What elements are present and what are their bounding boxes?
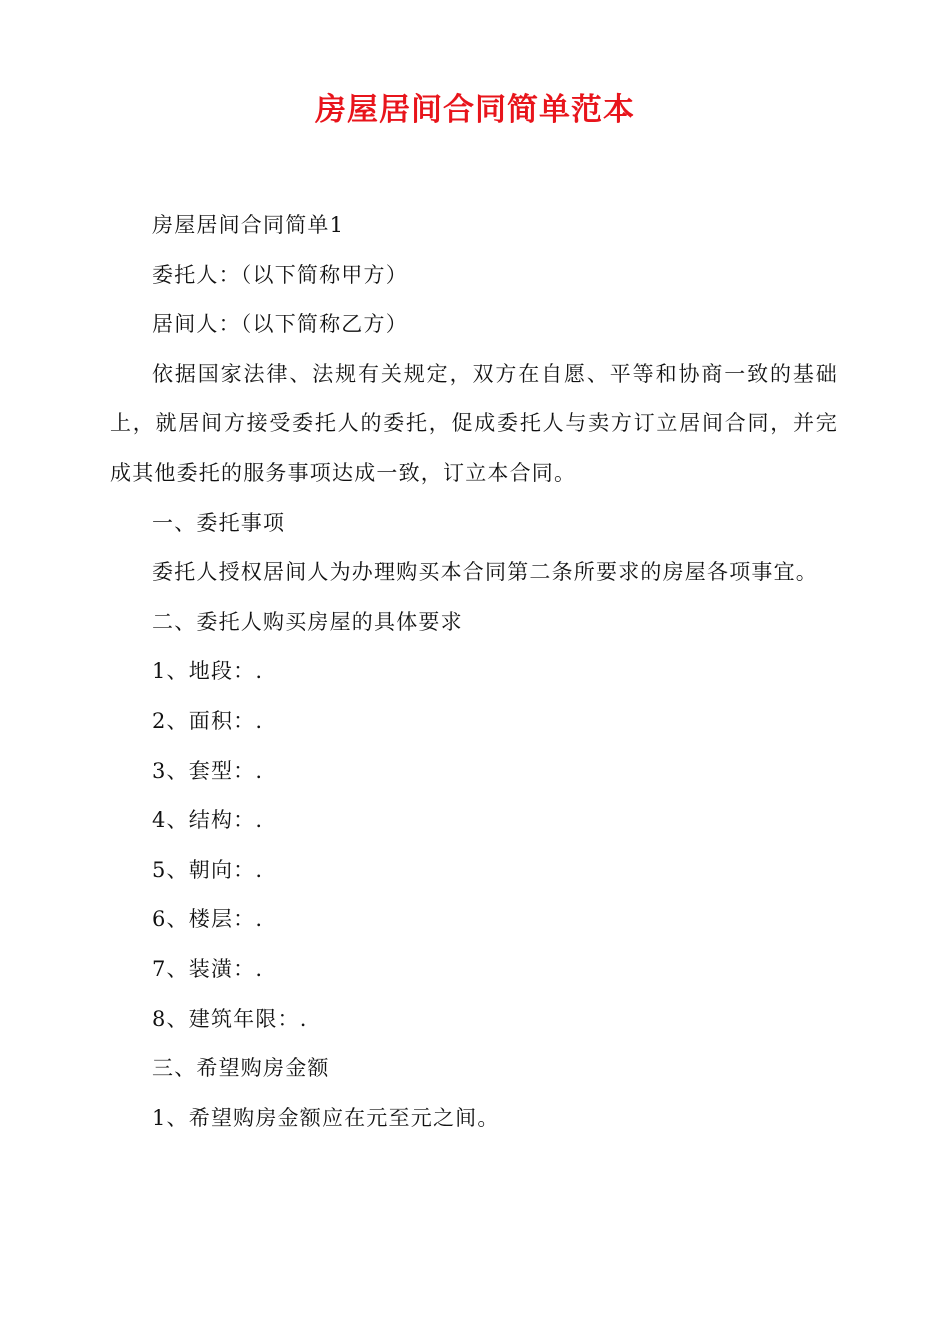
requirement-item-location: 1、地段：. [152, 659, 264, 684]
requirement-item-area: 2、面积：. [152, 708, 264, 733]
section-heading-purchase-amount: 三、希望购房金额 [152, 1056, 330, 1081]
document-title: 房屋居间合同简单范本 [315, 92, 635, 128]
principal-party-line: 委托人：（以下简称甲方） [152, 262, 408, 287]
intermediary-party-line: 居间人：（以下简称乙方） [152, 312, 408, 337]
requirement-item-floor: 6、楼层：. [152, 907, 264, 932]
preamble-paragraph: 依据国家法律、法规有关规定，双方在自愿、平等和协商一致的基础上，就居间方接受委托人的委托，促成委托人与卖方订立居间合同，并完成其他委托的服务事项达成一致，订立本合同。 [110, 361, 838, 485]
requirement-item-building-age: 8、建筑年限：. [152, 1006, 308, 1031]
entrusted-matters-paragraph: 委托人授权居间人为办理购买本合同第二条所要求的房屋各项事宜。 [152, 560, 818, 585]
section-heading-entrusted-matters: 一、委托事项 [152, 510, 286, 535]
requirement-item-orientation: 5、朝向：. [152, 857, 264, 882]
requirement-item-structure: 4、结构：. [152, 808, 264, 833]
document-body [110, 201, 838, 1143]
section-heading-purchase-requirements: 二、委托人购买房屋的具体要求 [152, 609, 463, 634]
purchase-amount-item-1: 1、希望购房金额应在元至元之间。 [152, 1105, 500, 1130]
section-heading-contract-1: 房屋居间合同简单1 [152, 213, 345, 237]
requirement-item-decoration: 7、装潢：. [152, 956, 264, 981]
requirement-item-layout: 3、套型：. [152, 758, 264, 783]
